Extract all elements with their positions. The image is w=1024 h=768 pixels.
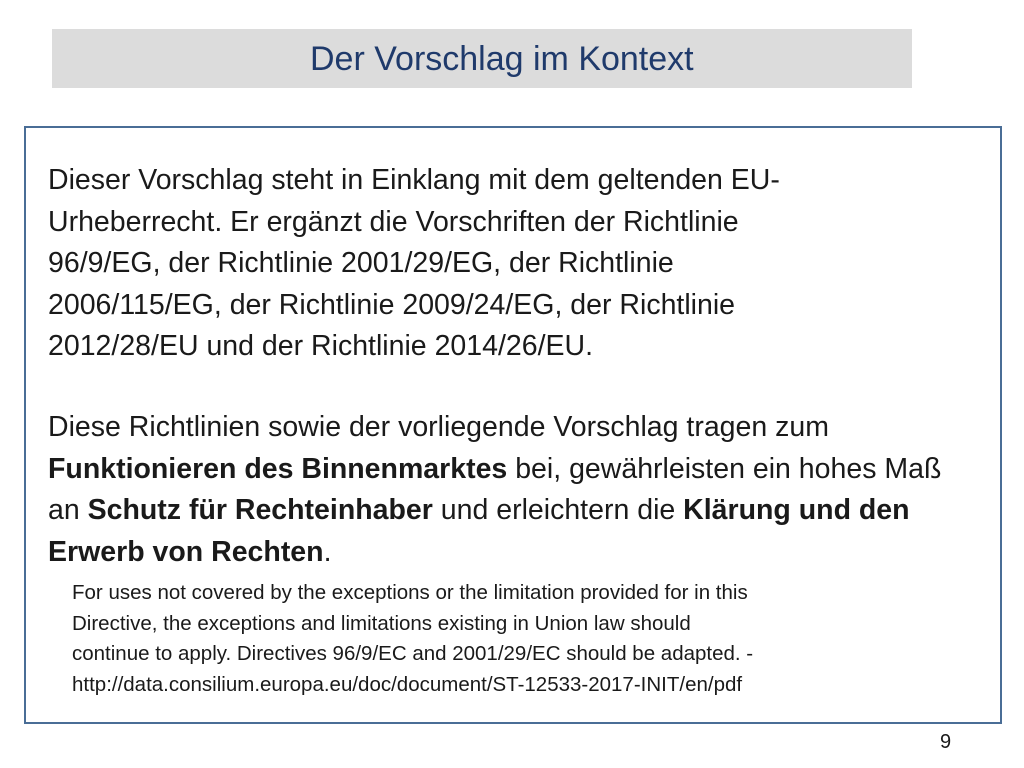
context-paragraph xyxy=(48,160,978,368)
directives-paragraph xyxy=(48,407,978,573)
footnote-line2: Directive, the exceptions and limitations existing in Union law should xyxy=(72,611,691,635)
slide-title: Der Vorschlag im Kontext xyxy=(310,40,694,78)
paragraph1-line1: Dieser Vorschlag steht in Einklang mit dem geltenden EU- xyxy=(48,164,780,196)
paragraph2-text3: und erleichtern die xyxy=(432,494,684,526)
paragraph1-line3: 96/9/EG, der Richtlinie 2001/29/EG, der Richtlinie xyxy=(48,247,674,279)
paragraph2-text4: . xyxy=(323,535,332,568)
bold-rightholder-protection: Schutz für Rechteinhaber xyxy=(87,494,433,526)
paragraph1-line4: 2006/115/EG, der Richtlinie 2009/24/EG, der Richtlinie xyxy=(48,288,736,321)
paragraph1-line2: Urheberrecht. Er ergänzt die Vorschriften der Richtlinie xyxy=(48,205,739,238)
paragraph2-text1: Diese Richtlinien sowie der vorliegende Vorschlag tragen zum xyxy=(48,411,829,443)
page-number: 9 xyxy=(940,731,952,753)
bold-rights-clearance: Klärung und den Erwerb von Rechten xyxy=(48,494,910,568)
footnote-url: http://data.consilium.europa.eu/doc/document/ST-12533-2017-INIT/en/pdf xyxy=(72,672,743,696)
content-box xyxy=(24,126,1002,724)
title-bar xyxy=(52,29,912,88)
bold-internal-market: Funktionieren des Binnenmarktes xyxy=(48,452,508,485)
footnote-quote xyxy=(72,578,952,700)
footnote-line1: For uses not covered by the exceptions or the limitation provided for in this xyxy=(72,581,748,604)
paragraph1-line5: 2012/28/EU und der Richtlinie 2014/26/EU. xyxy=(48,330,594,362)
paragraph2-text2: bei, gewährleisten ein hohes Maß an xyxy=(48,452,942,526)
footnote-line3: continue to apply. Directives 96/9/EC and 2001/29/EC should be adapted. - xyxy=(72,642,754,665)
